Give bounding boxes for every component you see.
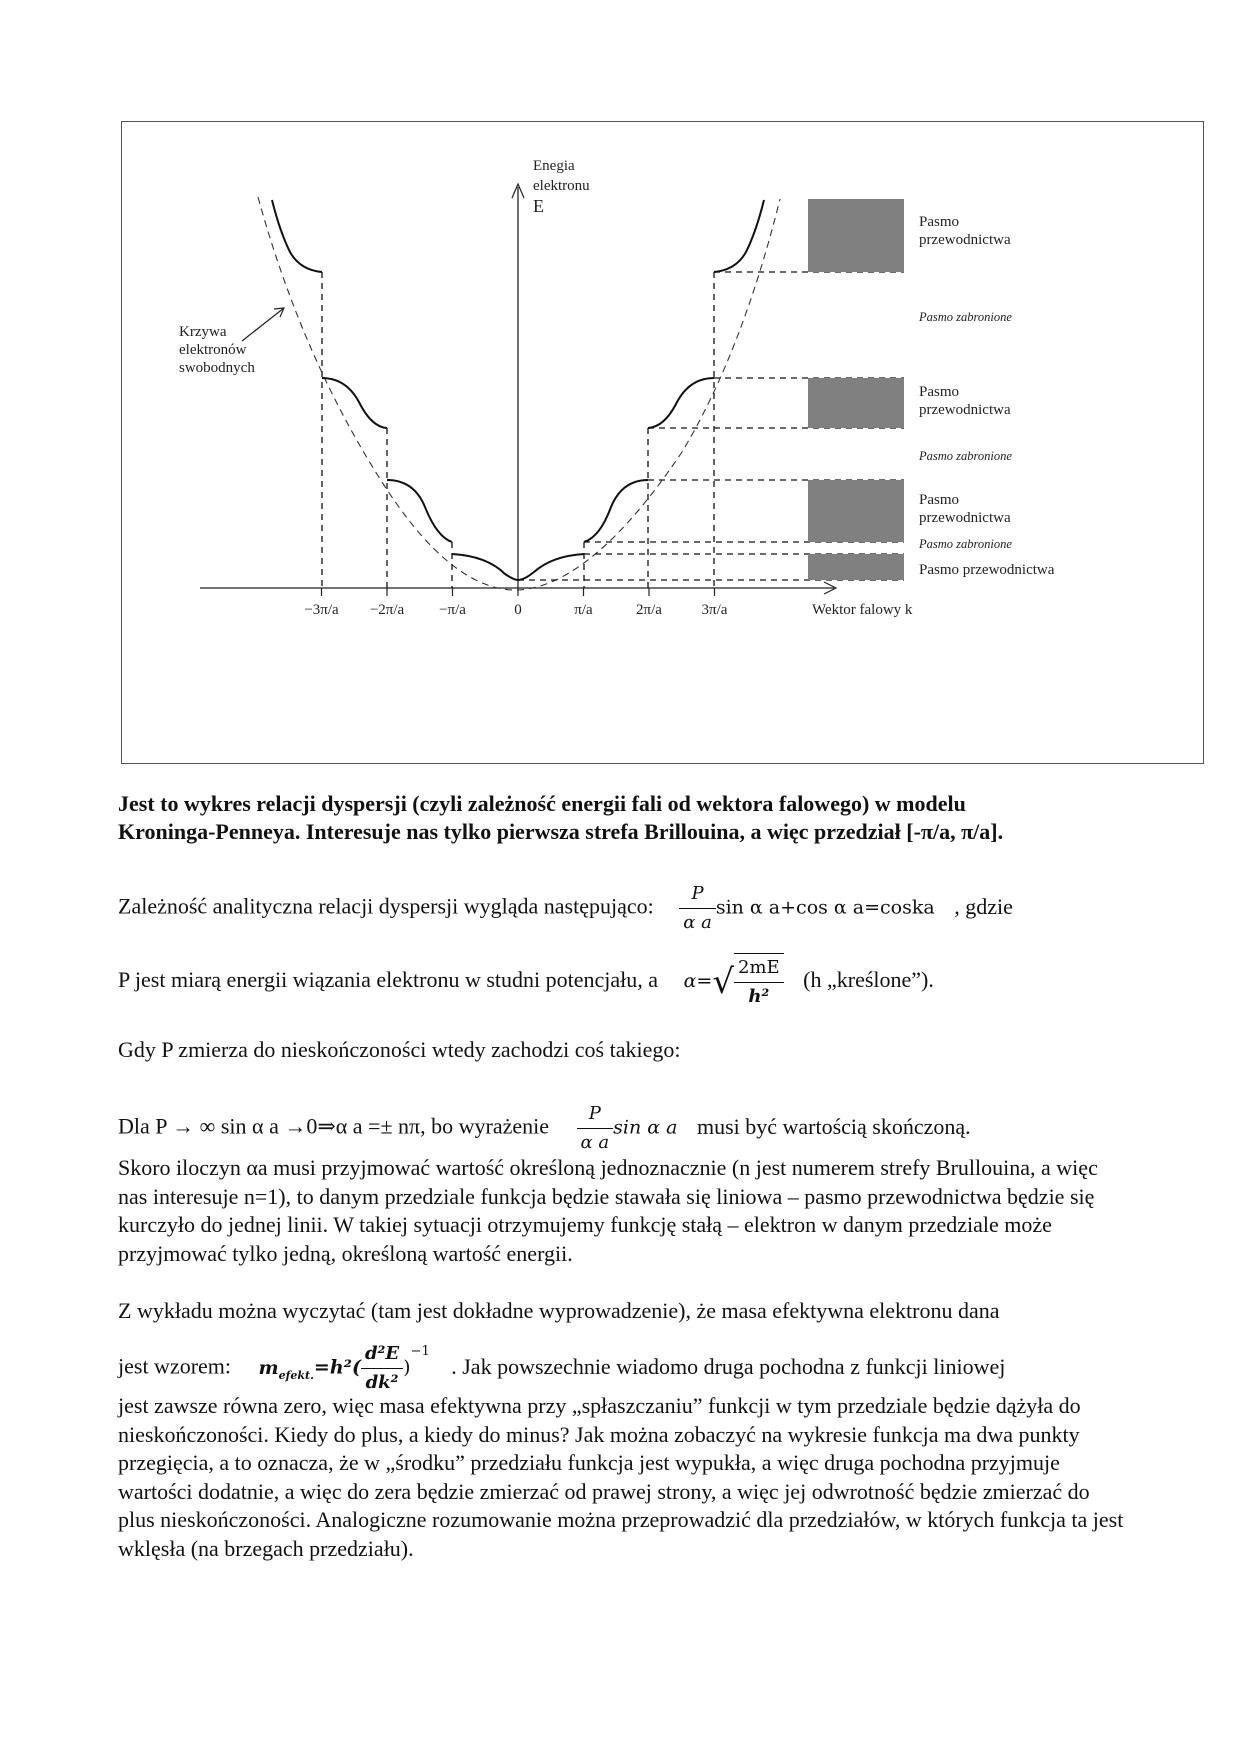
alpha-num: 2mE xyxy=(734,954,784,983)
alpha-fraction xyxy=(734,953,784,1011)
free-curve-label-1: Krzywa xyxy=(179,324,227,340)
limit-row xyxy=(118,1100,971,1157)
mass-sub: efekt. xyxy=(278,1368,314,1382)
band-label: Pasmo xyxy=(919,492,960,508)
mass-num: d²E xyxy=(361,1340,403,1369)
mass-lead: jest wzorem: xyxy=(118,1353,232,1379)
mass-tail: . Jak powszechnie wiadomo druga pochodna z funkcji liniowej xyxy=(451,1353,1006,1379)
x-tick-label: −π/a xyxy=(439,602,466,618)
band-label: Pasmo przewodnictwa xyxy=(919,562,1055,578)
p-definition-row xyxy=(118,953,934,1011)
mass-row xyxy=(118,1340,1005,1397)
mass-close: ) xyxy=(403,1356,411,1379)
band-4-right xyxy=(714,200,764,272)
y-axis-label-line1: Enegia xyxy=(533,158,575,174)
y-axis-symbol: E xyxy=(533,196,544,216)
x-tick-label: 2π/a xyxy=(636,602,662,618)
band-label: Pasmo xyxy=(919,214,960,230)
p-definition: P jest miarą energii wiązania elektronu w studni potencjału, a xyxy=(118,967,659,993)
intro-line-1: Jest to wykres relacji dyspersji (czyli zależność energii fali od wektora falowego) w modelu xyxy=(118,791,966,816)
forbidden-band-label: Pasmo zabronione xyxy=(919,449,1012,463)
alpha-lhs: α= xyxy=(683,970,713,993)
forbidden-band-label: Pasmo zabronione xyxy=(919,537,1012,551)
x-tick-label: 3π/a xyxy=(701,602,728,618)
x-tick-label: −3π/a xyxy=(304,602,339,618)
formula-tail: , gdzie xyxy=(954,893,1013,919)
x-ticks xyxy=(304,588,727,618)
free-curve-label-3: swobodnych xyxy=(179,360,255,376)
band-4-left xyxy=(272,200,322,272)
paragraph-product: Skoro iloczyn αa musi przyjmować wartość określoną jednoznacznie (n jest numerem strefy Brullouina, a więc nas interesuje n=1), to danym przedziale funkcja będzie stawała się liniowa – pasmo przewodnictwa będzie się kurczyło do jednej linii. W takiej sytuacji otrzymujemy funkcję stałą – elektron w danym przedziale może przyjmować tylko jedną, określoną wartość energii. xyxy=(118,1155,1098,1266)
allowed-band-rect xyxy=(808,554,904,580)
band-label: przewodnictwa xyxy=(919,402,1011,418)
limit-rest: sin α a xyxy=(613,1116,678,1139)
y-axis-label-line2: elektronu xyxy=(533,178,590,194)
mass-line-1: Z wykładu można wyczytać (tam jest dokładne wyprowadzenie), że masa efektywna elektronu dana xyxy=(118,1298,1000,1323)
allowed-band-rect xyxy=(808,199,904,272)
band-label: przewodnictwa xyxy=(919,510,1011,526)
forbidden-band-label: Pasmo zabronione xyxy=(919,310,1012,324)
x-tick-label: −2π/a xyxy=(369,602,405,618)
limit-fraction xyxy=(577,1100,614,1157)
mass-exp: −1 xyxy=(410,1344,430,1360)
x-tick-label: π/a xyxy=(574,602,593,618)
free-curve-label-2: elektronów xyxy=(179,342,247,358)
formula-row xyxy=(118,880,1013,937)
band-3-left xyxy=(322,378,387,428)
band-label: Pasmo xyxy=(919,384,960,400)
limit-lead: Dla P → ∞ sin α a →0⇒α a =± nπ, bo wyrażenie xyxy=(118,1113,550,1139)
alpha-tail: (h „kreślone”). xyxy=(803,967,934,993)
allowed-band-rect xyxy=(808,480,904,542)
free-curve-pointer xyxy=(242,308,284,341)
formula-lead: Zależność analityczna relacji dyspersji wygląda następująco: xyxy=(118,893,654,919)
free-electron-parabola xyxy=(258,197,780,590)
intro-line-2: Kroninga-Penneya. Interesuje nas tylko pierwsza strefa Brillouina, a więc przedział [-π/a, π/a]. xyxy=(118,819,1004,844)
paragraph-mass: jest zawsze równa zero, więc masa efektywna przy „spłaszczaniu” funkcji w tym przedziale będzie dążyła do nieskończoności. Kiedy do plus, a kiedy do minus? Jak można zobaczyć na wykresie funkcja ma dwa punkty przegięcia, a to oznacza, że w „środku” przedziału funkcja jest wypukła, a więc druga pochodna przyjmuje wartości dodatnie, a więc do zera będzie zmierzać od prawej strony, a więc jej odwrotność będzie zmierzać do plus nieskończoności. Analogiczne rozumowanie można przeprowadzić dla przedziałów, w których funkcja ta jest wklęsła (na brzegach przedziału). xyxy=(118,1393,1124,1561)
mass-fraction xyxy=(361,1340,403,1397)
allowed-band-rect xyxy=(808,378,904,428)
formula-rest: sin α a+cos α a=coska xyxy=(715,896,935,919)
alpha-den: h² xyxy=(748,986,770,1007)
formula-den: α a xyxy=(683,912,712,933)
x-tick-label: 0 xyxy=(514,602,522,618)
p-infinity: Gdy P zmierza do nieskończoności wtedy zachodzi coś takiego: xyxy=(118,1037,681,1062)
band-labels xyxy=(918,214,1055,578)
sqrt-icon: √ xyxy=(712,962,734,1002)
band-rects xyxy=(808,199,904,580)
mass-mid: =h²( xyxy=(313,1356,361,1379)
formula-num: P xyxy=(679,880,716,909)
formula-fraction xyxy=(679,880,716,937)
dispersion-chart xyxy=(122,122,1205,765)
band-label: przewodnictwa xyxy=(919,232,1011,248)
limit-tail: musi być wartością skończoną. xyxy=(696,1113,971,1139)
x-axis-label: Wektor falowy k xyxy=(812,602,913,618)
dispersion-figure xyxy=(121,121,1204,764)
limit-den: α a xyxy=(580,1132,610,1153)
mass-lhs: m xyxy=(258,1356,279,1379)
band-3-right xyxy=(648,378,714,428)
mass-den: dk² xyxy=(365,1372,399,1393)
limit-num: P xyxy=(577,1100,614,1129)
